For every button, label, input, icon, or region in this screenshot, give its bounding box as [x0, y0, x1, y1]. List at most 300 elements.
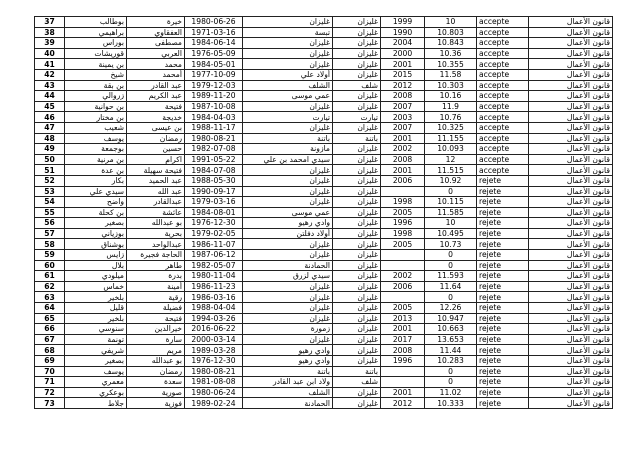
- bac-year-cell: [381, 377, 425, 388]
- birth-place-cell: غليزان: [243, 197, 333, 208]
- specialty-cell: قانون الأعمال: [529, 313, 613, 324]
- table-row: [35, 377, 613, 388]
- bac-year-cell: 2003: [381, 112, 425, 123]
- first-name-cell: بدرة: [127, 271, 185, 282]
- bac-year-cell: 2015: [381, 69, 425, 80]
- table-row: [35, 345, 613, 356]
- specialty-cell: قانون الأعمال: [529, 207, 613, 218]
- birth-place-cell: وادي رهيو: [243, 345, 333, 356]
- row-number-cell: 64: [35, 303, 65, 314]
- birth-date-cell: 1980-11-04: [185, 271, 243, 282]
- last-name-cell: بن حوانية: [65, 101, 127, 112]
- wilaya-cell: غليزان: [333, 228, 381, 239]
- first-name-cell: سعدة: [127, 377, 185, 388]
- row-number-cell: 44: [35, 91, 65, 102]
- birth-date-cell: 1984-04-03: [185, 112, 243, 123]
- row-number-cell: 48: [35, 133, 65, 144]
- birth-date-cell: 1979-12-03: [185, 80, 243, 91]
- birth-place-cell: غليزان: [243, 334, 333, 345]
- bac-year-cell: 1998: [381, 197, 425, 208]
- average-cell: 11.155: [425, 133, 477, 144]
- row-number-cell: 72: [35, 387, 65, 398]
- birth-date-cell: 1988-04-04: [185, 303, 243, 314]
- last-name-cell: بوعكري: [65, 387, 127, 398]
- table-row: [35, 197, 613, 208]
- last-name-cell: بن كحلة: [65, 207, 127, 218]
- row-number-cell: 61: [35, 271, 65, 282]
- specialty-cell: قانون الأعمال: [529, 122, 613, 133]
- bac-year-cell: 2008: [381, 154, 425, 165]
- average-cell: 10.093: [425, 144, 477, 155]
- status-cell: accepte: [477, 69, 529, 80]
- wilaya-cell: غليزان: [333, 250, 381, 261]
- birth-date-cell: 1991-05-22: [185, 154, 243, 165]
- average-cell: 10.325: [425, 122, 477, 133]
- bac-year-cell: 2005: [381, 239, 425, 250]
- last-name-cell: بصغير: [65, 356, 127, 367]
- birth-date-cell: 1987-06-12: [185, 250, 243, 261]
- bac-year-cell: 2001: [381, 387, 425, 398]
- first-name-cell: عبدالواحد: [127, 239, 185, 250]
- first-name-cell: بحرية: [127, 228, 185, 239]
- specialty-cell: قانون الأعمال: [529, 398, 613, 409]
- average-cell: 0: [425, 260, 477, 271]
- first-name-cell: فتيحة: [127, 313, 185, 324]
- status-cell: accepte: [477, 101, 529, 112]
- wilaya-cell: غليزان: [333, 48, 381, 59]
- specialty-cell: قانون الأعمال: [529, 80, 613, 91]
- average-cell: 11.585: [425, 207, 477, 218]
- status-cell: accepte: [477, 17, 529, 28]
- birth-place-cell: عمي موسى: [243, 207, 333, 218]
- row-number-cell: 42: [35, 69, 65, 80]
- last-name-cell: بلخير: [65, 313, 127, 324]
- row-number-cell: 62: [35, 281, 65, 292]
- birth-date-cell: 1980-06-26: [185, 17, 243, 28]
- average-cell: 10.495: [425, 228, 477, 239]
- wilaya-cell: غليزان: [333, 398, 381, 409]
- specialty-cell: قانون الأعمال: [529, 250, 613, 261]
- first-name-cell: فضيلة: [127, 303, 185, 314]
- wilaya-cell: تيارت: [333, 112, 381, 123]
- birth-date-cell: 1982-05-07: [185, 260, 243, 271]
- birth-place-cell: سيدي امحمد بن علي: [243, 154, 333, 165]
- birth-date-cell: 1984-05-01: [185, 59, 243, 70]
- wilaya-cell: غليزان: [333, 27, 381, 38]
- status-cell: rejete: [477, 303, 529, 314]
- wilaya-cell: غليزان: [333, 175, 381, 186]
- specialty-cell: قانون الأعمال: [529, 260, 613, 271]
- last-name-cell: بصغير: [65, 218, 127, 229]
- specialty-cell: قانون الأعمال: [529, 48, 613, 59]
- average-cell: 10.76: [425, 112, 477, 123]
- bac-year-cell: 2007: [381, 101, 425, 112]
- wilaya-cell: غليزان: [333, 59, 381, 70]
- birth-date-cell: 1971-03-16: [185, 27, 243, 38]
- table-row: [35, 175, 613, 186]
- wilaya-cell: شلف: [333, 377, 381, 388]
- bac-year-cell: 2005: [381, 303, 425, 314]
- row-number-cell: 45: [35, 101, 65, 112]
- status-cell: rejete: [477, 281, 529, 292]
- bac-year-cell: 2002: [381, 271, 425, 282]
- wilaya-cell: غليزان: [333, 356, 381, 367]
- table-row: [35, 122, 613, 133]
- last-name-cell: شيخ: [65, 69, 127, 80]
- first-name-cell: رمضان: [127, 366, 185, 377]
- table-row: [35, 101, 613, 112]
- first-name-cell: عبد الحميد: [127, 175, 185, 186]
- average-cell: 10.843: [425, 38, 477, 49]
- row-number-cell: 43: [35, 80, 65, 91]
- last-name-cell: بن مختار: [65, 112, 127, 123]
- table-row: [35, 324, 613, 335]
- first-name-cell: العفقاوي: [127, 27, 185, 38]
- row-number-cell: 67: [35, 334, 65, 345]
- last-name-cell: بوزياني: [65, 228, 127, 239]
- last-name-cell: زروالي: [65, 91, 127, 102]
- bac-year-cell: [381, 260, 425, 271]
- average-cell: 10: [425, 218, 477, 229]
- last-name-cell: تونمة: [65, 334, 127, 345]
- last-name-cell: يوسف: [65, 366, 127, 377]
- bac-year-cell: 2007: [381, 122, 425, 133]
- table-row: [35, 218, 613, 229]
- first-name-cell: فوزية: [127, 398, 185, 409]
- status-cell: rejete: [477, 228, 529, 239]
- last-name-cell: خماس: [65, 281, 127, 292]
- average-cell: 10.663: [425, 324, 477, 335]
- status-cell: accepte: [477, 48, 529, 59]
- specialty-cell: قانون الأعمال: [529, 165, 613, 176]
- wilaya-cell: غليزان: [333, 281, 381, 292]
- status-cell: rejete: [477, 313, 529, 324]
- bac-year-cell: 2006: [381, 281, 425, 292]
- status-cell: rejete: [477, 186, 529, 197]
- birth-date-cell: 1979-03-16: [185, 197, 243, 208]
- birth-date-cell: 1989-11-20: [185, 91, 243, 102]
- first-name-cell: سارة: [127, 334, 185, 345]
- wilaya-cell: غليزان: [333, 218, 381, 229]
- birth-place-cell: عمي موسى: [243, 91, 333, 102]
- status-cell: rejete: [477, 250, 529, 261]
- status-cell: accepte: [477, 112, 529, 123]
- status-cell: rejete: [477, 366, 529, 377]
- specialty-cell: قانون الأعمال: [529, 27, 613, 38]
- row-number-cell: 57: [35, 228, 65, 239]
- bac-year-cell: 2000: [381, 48, 425, 59]
- status-cell: accepte: [477, 91, 529, 102]
- birth-place-cell: غليزان: [243, 38, 333, 49]
- specialty-cell: قانون الأعمال: [529, 377, 613, 388]
- birth-place-cell: غليزان: [243, 175, 333, 186]
- table-row: [35, 48, 613, 59]
- first-name-cell: حسين: [127, 144, 185, 155]
- first-name-cell: أمحمد: [127, 69, 185, 80]
- wilaya-cell: غليزان: [333, 207, 381, 218]
- status-cell: rejete: [477, 345, 529, 356]
- row-number-cell: 68: [35, 345, 65, 356]
- wilaya-cell: غليزان: [333, 122, 381, 133]
- average-cell: 11.44: [425, 345, 477, 356]
- birth-place-cell: أولاد دفلتن: [243, 228, 333, 239]
- row-number-cell: 40: [35, 48, 65, 59]
- first-name-cell: الحاجة فجيرة: [127, 250, 185, 261]
- average-cell: 0: [425, 292, 477, 303]
- table-row: [35, 387, 613, 398]
- row-number-cell: 47: [35, 122, 65, 133]
- birth-date-cell: 1994-03-26: [185, 313, 243, 324]
- birth-date-cell: 1987-10-08: [185, 101, 243, 112]
- row-number-cell: 63: [35, 292, 65, 303]
- status-cell: rejete: [477, 197, 529, 208]
- status-cell: accepte: [477, 165, 529, 176]
- birth-place-cell: سيدي لزرق: [243, 271, 333, 282]
- average-cell: 10.303: [425, 80, 477, 91]
- specialty-cell: قانون الأعمال: [529, 144, 613, 155]
- wilaya-cell: غليزان: [333, 260, 381, 271]
- specialty-cell: قانون الأعمال: [529, 112, 613, 123]
- wilaya-cell: غليزان: [333, 91, 381, 102]
- average-cell: 10.333: [425, 398, 477, 409]
- row-number-cell: 53: [35, 186, 65, 197]
- birth-place-cell: غليزان: [243, 313, 333, 324]
- table-row: [35, 80, 613, 91]
- results-table-sheet: [34, 16, 612, 409]
- status-cell: rejete: [477, 377, 529, 388]
- table-row: [35, 133, 613, 144]
- table-row: [35, 260, 613, 271]
- last-name-cell: بن يمينة: [65, 59, 127, 70]
- average-cell: 10.36: [425, 48, 477, 59]
- bac-year-cell: 1996: [381, 356, 425, 367]
- wilaya-cell: غليزان: [333, 292, 381, 303]
- last-name-cell: بن مرنية: [65, 154, 127, 165]
- wilaya-cell: غليزان: [333, 38, 381, 49]
- birth-date-cell: 1986-11-07: [185, 239, 243, 250]
- last-name-cell: بوراس: [65, 38, 127, 49]
- bac-year-cell: 2006: [381, 175, 425, 186]
- last-name-cell: قليل: [65, 303, 127, 314]
- birth-place-cell: باتنة: [243, 366, 333, 377]
- specialty-cell: قانون الأعمال: [529, 38, 613, 49]
- table-row: [35, 334, 613, 345]
- birth-place-cell: غليزان: [243, 186, 333, 197]
- table-row: [35, 59, 613, 70]
- table-row: [35, 313, 613, 324]
- specialty-cell: قانون الأعمال: [529, 334, 613, 345]
- status-cell: accepte: [477, 154, 529, 165]
- bac-year-cell: 2017: [381, 334, 425, 345]
- average-cell: 11.64: [425, 281, 477, 292]
- average-cell: 0: [425, 366, 477, 377]
- birth-place-cell: غليزان: [243, 303, 333, 314]
- row-number-cell: 54: [35, 197, 65, 208]
- birth-place-cell: تبسة: [243, 27, 333, 38]
- bac-year-cell: 2001: [381, 165, 425, 176]
- status-cell: rejete: [477, 239, 529, 250]
- specialty-cell: قانون الأعمال: [529, 292, 613, 303]
- specialty-cell: قانون الأعمال: [529, 218, 613, 229]
- average-cell: 10.803: [425, 27, 477, 38]
- table-row: [35, 356, 613, 367]
- row-number-cell: 60: [35, 260, 65, 271]
- birth-place-cell: غليزان: [243, 48, 333, 59]
- specialty-cell: قانون الأعمال: [529, 271, 613, 282]
- birth-place-cell: الشلف: [243, 387, 333, 398]
- birth-date-cell: 1988-05-30: [185, 175, 243, 186]
- table-row: [35, 91, 613, 102]
- table-row: [35, 303, 613, 314]
- specialty-cell: قانون الأعمال: [529, 101, 613, 112]
- row-number-cell: 69: [35, 356, 65, 367]
- specialty-cell: قانون الأعمال: [529, 356, 613, 367]
- specialty-cell: قانون الأعمال: [529, 281, 613, 292]
- first-name-cell: خيرالدين: [127, 324, 185, 335]
- bac-year-cell: 1990: [381, 27, 425, 38]
- first-name-cell: خيرة: [127, 17, 185, 28]
- bac-year-cell: 1996: [381, 218, 425, 229]
- birth-date-cell: 1989-02-24: [185, 398, 243, 409]
- status-cell: rejete: [477, 398, 529, 409]
- wilaya-cell: غليزان: [333, 239, 381, 250]
- bac-year-cell: 2001: [381, 133, 425, 144]
- birth-date-cell: 1980-06-24: [185, 387, 243, 398]
- birth-place-cell: ولاد ابن عبد القادر: [243, 377, 333, 388]
- last-name-cell: ميلودي: [65, 271, 127, 282]
- wilaya-cell: باتنة: [333, 366, 381, 377]
- last-name-cell: بكار: [65, 175, 127, 186]
- last-name-cell: بن بقة: [65, 80, 127, 91]
- row-number-cell: 41: [35, 59, 65, 70]
- birth-date-cell: 1982-07-08: [185, 144, 243, 155]
- row-number-cell: 58: [35, 239, 65, 250]
- row-number-cell: 65: [35, 313, 65, 324]
- status-cell: rejete: [477, 271, 529, 282]
- status-cell: rejete: [477, 207, 529, 218]
- row-number-cell: 73: [35, 398, 65, 409]
- first-name-cell: العربي: [127, 48, 185, 59]
- wilaya-cell: غليزان: [333, 154, 381, 165]
- last-name-cell: معمري: [65, 377, 127, 388]
- birth-date-cell: 1976-05-09: [185, 48, 243, 59]
- first-name-cell: بن عيسى: [127, 122, 185, 133]
- wilaya-cell: باتنة: [333, 133, 381, 144]
- average-cell: 11.58: [425, 69, 477, 80]
- average-cell: 10.283: [425, 356, 477, 367]
- birth-date-cell: 1984-06-14: [185, 38, 243, 49]
- birth-place-cell: الشلف: [243, 80, 333, 91]
- first-name-cell: صورية: [127, 387, 185, 398]
- table-row: [35, 366, 613, 377]
- table-row: [35, 271, 613, 282]
- status-cell: accepte: [477, 38, 529, 49]
- first-name-cell: بو عبدالله: [127, 218, 185, 229]
- first-name-cell: اكرام: [127, 154, 185, 165]
- last-name-cell: بلال: [65, 260, 127, 271]
- birth-date-cell: 1980-08-21: [185, 366, 243, 377]
- row-number-cell: 37: [35, 17, 65, 28]
- bac-year-cell: 2002: [381, 144, 425, 155]
- first-name-cell: رمضان: [127, 133, 185, 144]
- status-cell: rejete: [477, 260, 529, 271]
- first-name-cell: مريم: [127, 345, 185, 356]
- last-name-cell: قوريشات: [65, 48, 127, 59]
- row-number-cell: 70: [35, 366, 65, 377]
- wilaya-cell: غليزان: [333, 69, 381, 80]
- status-cell: rejete: [477, 218, 529, 229]
- average-cell: 11.515: [425, 165, 477, 176]
- bac-year-cell: 2012: [381, 80, 425, 91]
- table-row: [35, 38, 613, 49]
- table-row: [35, 154, 613, 165]
- row-number-cell: 71: [35, 377, 65, 388]
- results-table-body: [35, 17, 613, 409]
- birth-date-cell: 1981-08-08: [185, 377, 243, 388]
- status-cell: accepte: [477, 122, 529, 133]
- last-name-cell: براهيمي: [65, 27, 127, 38]
- average-cell: 11.593: [425, 271, 477, 282]
- wilaya-cell: شلف: [333, 80, 381, 91]
- status-cell: accepte: [477, 59, 529, 70]
- average-cell: 10.73: [425, 239, 477, 250]
- last-name-cell: بلخير: [65, 292, 127, 303]
- average-cell: 11.02: [425, 387, 477, 398]
- average-cell: 10.92: [425, 175, 477, 186]
- bac-year-cell: 2012: [381, 398, 425, 409]
- table-row: [35, 207, 613, 218]
- birth-place-cell: وادي رهيو: [243, 356, 333, 367]
- table-row: [35, 69, 613, 80]
- birth-place-cell: مازونة: [243, 144, 333, 155]
- status-cell: rejete: [477, 387, 529, 398]
- bac-year-cell: 2008: [381, 91, 425, 102]
- specialty-cell: قانون الأعمال: [529, 228, 613, 239]
- birth-date-cell: 1988-11-17: [185, 122, 243, 133]
- specialty-cell: قانون الأعمال: [529, 324, 613, 335]
- wilaya-cell: غليزان: [333, 197, 381, 208]
- specialty-cell: قانون الأعمال: [529, 91, 613, 102]
- last-name-cell: شعيب: [65, 122, 127, 133]
- bac-year-cell: 2001: [381, 324, 425, 335]
- table-row: [35, 228, 613, 239]
- birth-place-cell: غليزان: [243, 122, 333, 133]
- wilaya-cell: غليزان: [333, 271, 381, 282]
- last-name-cell: شريفي: [65, 345, 127, 356]
- birth-place-cell: غليزان: [243, 292, 333, 303]
- status-cell: rejete: [477, 334, 529, 345]
- bac-year-cell: [381, 186, 425, 197]
- table-row: [35, 281, 613, 292]
- bac-year-cell: 2013: [381, 313, 425, 324]
- table-row: [35, 398, 613, 409]
- average-cell: 10: [425, 17, 477, 28]
- wilaya-cell: غليزان: [333, 324, 381, 335]
- first-name-cell: رقية: [127, 292, 185, 303]
- birth-place-cell: غليزان: [243, 239, 333, 250]
- specialty-cell: قانون الأعمال: [529, 154, 613, 165]
- birth-place-cell: غليزان: [243, 165, 333, 176]
- last-name-cell: واضح: [65, 197, 127, 208]
- bac-year-cell: [381, 366, 425, 377]
- wilaya-cell: غليزان: [333, 17, 381, 28]
- last-name-cell: بوطالب: [65, 17, 127, 28]
- first-name-cell: أمينة: [127, 281, 185, 292]
- birth-place-cell: الحمادنة: [243, 398, 333, 409]
- bac-year-cell: 2008: [381, 345, 425, 356]
- first-name-cell: عبد الله: [127, 186, 185, 197]
- wilaya-cell: غليزان: [333, 165, 381, 176]
